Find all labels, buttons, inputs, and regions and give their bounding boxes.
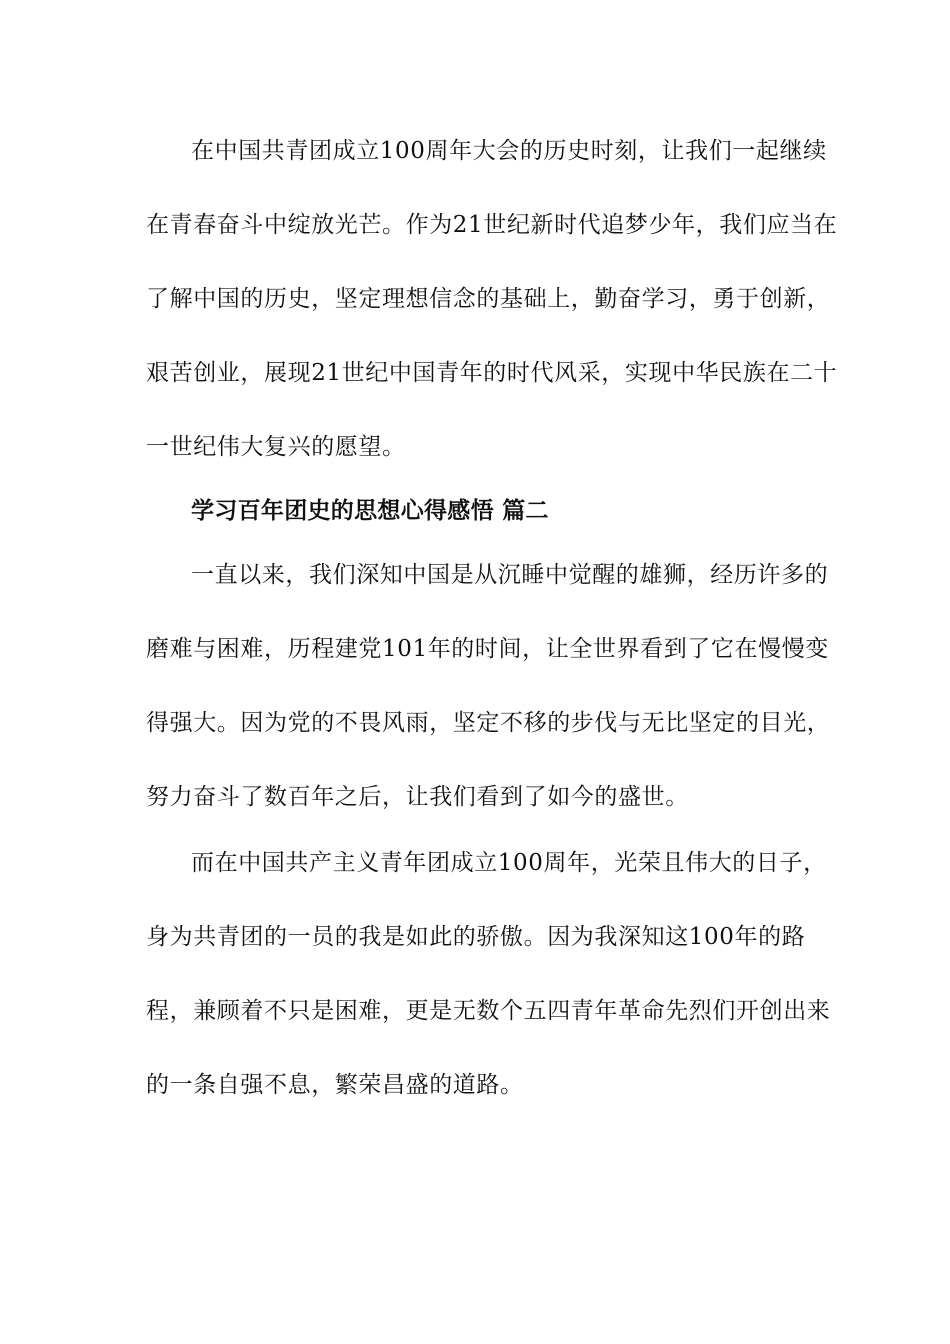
paragraph-2-line-2: 磨难与困难，历程建党101年的时间，让全世界看到了它在慢慢变 [146,636,829,662]
paragraph-3-line-1: 而在中国共产主义青年团成立100周年，光荣且伟大的日子， [191,850,827,876]
paragraph-3-line-4: 的一条自强不息，繁荣昌盛的道路。 [146,1072,524,1098]
section-heading: 学习百年团史的思想心得感悟 篇二 [191,498,549,524]
paragraph-2-line-1: 一直以来，我们深知中国是从沉睡中觉醒的雄狮，经历许多的 [191,562,829,588]
paragraph-1-line-2: 在青春奋斗中绽放光芒。作为21世纪新时代追梦少年，我们应当在 [146,212,838,238]
paragraph-3-line-3: 程，兼顾着不只是困难，更是无数个五四青年革命先烈们开创出来 [146,998,831,1024]
paragraph-1-line-4: 艰苦创业，展现21世纪中国青年的时代风采，实现中华民族在二十 [146,360,838,386]
paragraph-2-line-4: 努力奋斗了数百年之后，让我们看到了如今的盛世。 [146,784,689,810]
paragraph-2-line-3: 得强大。因为党的不畏风雨，坚定不移的步伐与无比坚定的目光， [146,710,831,736]
paragraph-1-line-3: 了解中国的历史，坚定理想信念的基础上，勤奋学习，勇于创新， [146,286,831,312]
paragraph-1-line-1: 在中国共青团成立100周年大会的历史时刻，让我们一起继续 [191,138,827,164]
paragraph-1-line-5: 一世纪伟大复兴的愿望。 [146,434,406,460]
paragraph-3-line-2: 身为共青团的一员的我是如此的骄傲。因为我深知这100年的路 [146,924,806,950]
